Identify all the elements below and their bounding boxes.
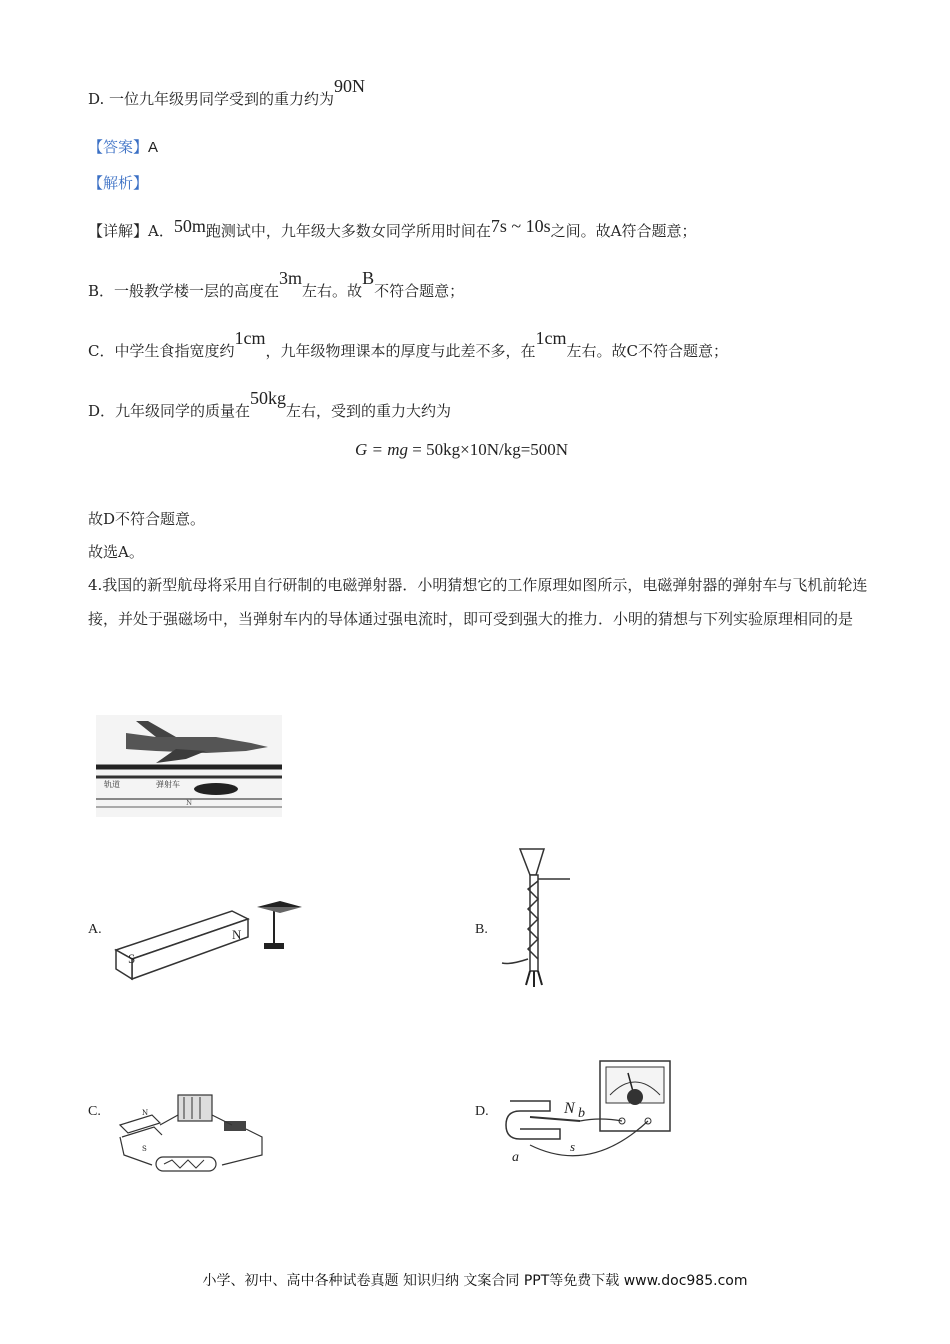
answer-line	[88, 136, 158, 157]
magnet-s-label: S	[128, 951, 136, 966]
detail-b-line	[88, 268, 465, 301]
detail-c-value2: 1cm	[535, 328, 567, 348]
page-footer: 小学、初中、高中各种试卷真题 知识归纳 文案合同 PPT等免费下载 www.doc985.com	[202, 1273, 748, 1289]
option-d-value: 90N	[334, 76, 366, 96]
detail-a-mid: 跑测试中，九年级大多数女同学所用时间在	[205, 222, 491, 240]
option-d-label: D.	[475, 1104, 489, 1119]
detail-b-mid: 左右。故	[302, 282, 363, 300]
detail-a-prefix: 【详解】A．	[88, 222, 174, 240]
detail-d-value1: 50kg	[250, 388, 287, 408]
detail-c-line	[88, 328, 728, 361]
detail-b-suffix: 不符合题意；	[374, 282, 465, 300]
detail-c-prefix: C．中学生食指宽度约	[88, 342, 235, 360]
option-a-figure	[112, 895, 307, 995]
detail-c-value1: 1cm	[234, 328, 266, 348]
d-n-label: N	[564, 1100, 575, 1117]
detail-d-suffix: 左右，受到的重力大约为	[286, 402, 452, 420]
detail-b-prefix: B．一般教学楼一层的高度在	[88, 282, 280, 300]
question-4: 4.我国的新型航母将采用自行研制的电磁弹射器．小明猜想它的工作原理如图所示，电磁弹射器的弹射车与飞机前轮连接，并处于强磁场中，当弹射车内的导体通过强电流时，即可受到强大的推力．小明的猜想与下列实验原理相同的是	[88, 576, 868, 628]
conclusion-2: 故选A。	[88, 543, 144, 561]
detail-b-value2: B	[362, 268, 375, 288]
option-b-figure	[500, 845, 580, 995]
answer-label: 【答案】	[88, 138, 149, 156]
conclusion-1: 故D不符合题意。	[88, 510, 206, 528]
answer-value: A	[148, 139, 159, 156]
magnet-n-label: N	[232, 927, 242, 942]
option-d-text: D. 一位九年级男同学受到的重力约为	[88, 90, 335, 108]
detail-b-value1: 3m	[279, 268, 303, 288]
detail-c-mid: ，九年级物理课本的厚度与此差不多，在	[265, 342, 536, 360]
d-a-label: a	[512, 1150, 519, 1165]
detail-d-line	[88, 388, 452, 421]
option-d-figure	[500, 1055, 680, 1175]
c-s-label: S	[142, 1145, 147, 1153]
pole-n-label: N	[186, 799, 193, 807]
d-s-label: s	[570, 1139, 576, 1154]
option-d-line	[88, 76, 366, 109]
d-b-label: b	[578, 1106, 585, 1121]
gravity-formula	[355, 440, 568, 460]
option-c-figure	[112, 1085, 272, 1180]
detail-a-suffix: 之间。故A符合题意；	[550, 222, 697, 240]
analysis-label: 【解析】	[88, 174, 149, 192]
detail-d-prefix: D．九年级同学的质量在	[88, 402, 251, 420]
option-a-label: A.	[88, 922, 102, 937]
track-label: 轨道	[104, 780, 120, 789]
plane-launcher-figure	[96, 715, 282, 817]
detail-a-value1: 50m	[173, 216, 206, 236]
formula-rhs: = 50kg×10N/kg=500N	[408, 440, 569, 459]
detail-c-suffix: 左右。故C不符合题意；	[566, 342, 728, 360]
c-n-label: N	[142, 1109, 149, 1117]
detail-a-value2: 7s ~ 10s	[490, 216, 551, 236]
formula-lhs: G = mg	[355, 440, 409, 459]
car-label: 弹射车	[156, 780, 180, 789]
detail-a-line	[88, 216, 697, 241]
option-b-label: B.	[475, 922, 488, 937]
option-c-label: C.	[88, 1104, 101, 1119]
